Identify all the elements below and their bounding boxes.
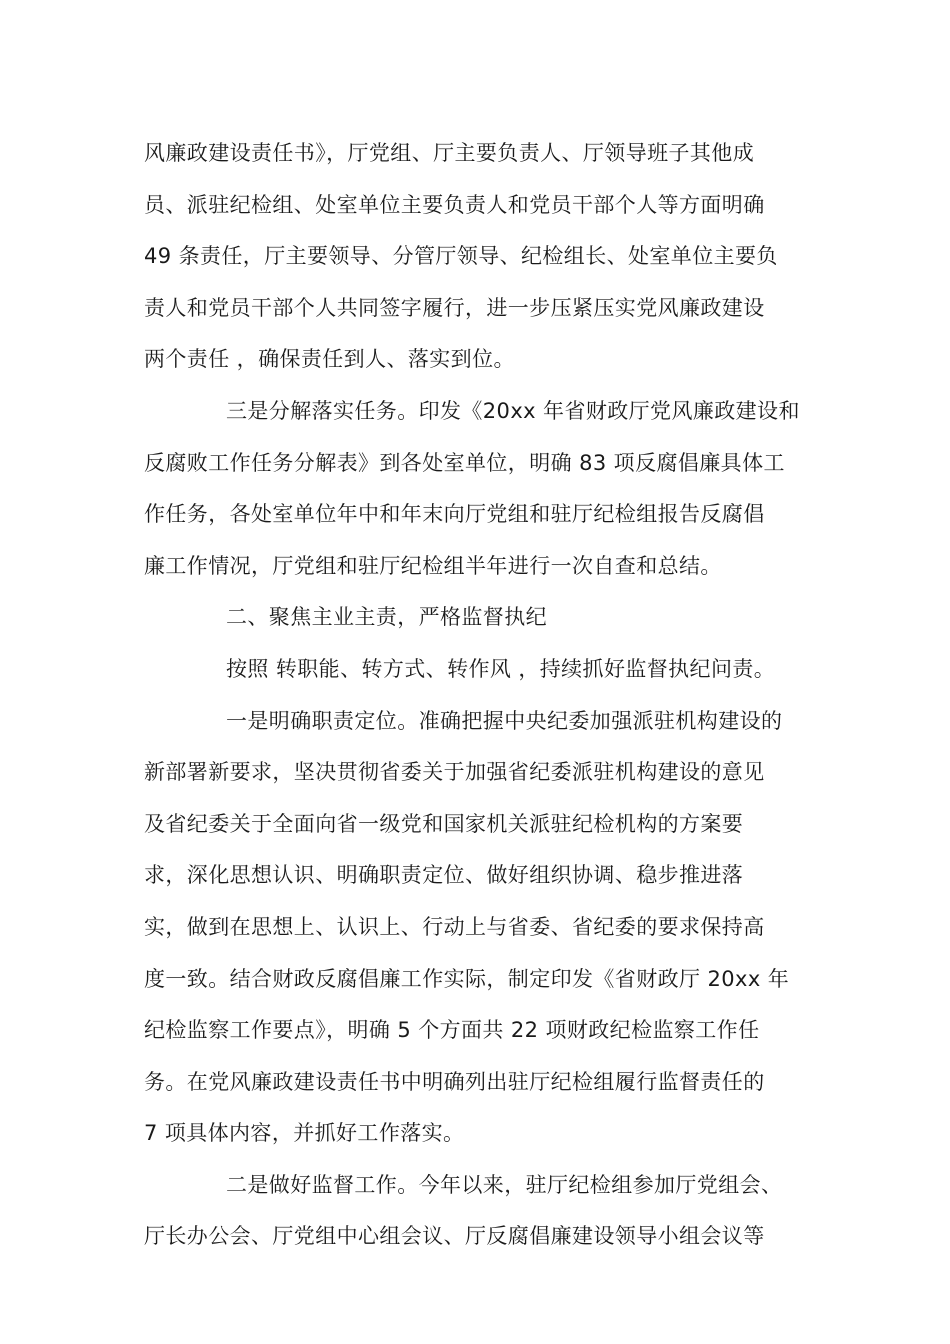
- text-line: 廉工作情况，厅党组和驻厅纪检组半年进行一次自查和总结。: [144, 553, 722, 578]
- text-line: 作任务，各处室单位年中和年末向厅党组和驻厅纪检组报告反腐倡: [144, 502, 765, 527]
- text-line: 按照 转职能、转方式、转作风 ，持续抓好监督执纪问责。: [226, 656, 776, 681]
- text-line: 49 条责任，厅主要领导、分管厅领导、纪检组长、处室单位主要负: [144, 244, 778, 269]
- text-line: 实，做到在思想上、认识上、行动上与省委、省纪委的要求保持高: [144, 914, 765, 939]
- text-line: 三是分解落实任务。印发《20xx 年省财政厅党风廉政建设和: [226, 398, 800, 423]
- text-line: 一是明确职责定位。准确把握中央纪委加强派驻机构建设的: [226, 708, 783, 733]
- document-body: [144, 128, 808, 1263]
- text-line: 风廉政建设责任书》，厅党组、厅主要负责人、厅领导班子其他成: [144, 141, 755, 165]
- text-line: 反腐败工作任务分解表》到各处室单位，明确 83 项反腐倡廉具体工: [144, 450, 785, 475]
- text-line: 二、聚焦主业主责，严格监督执纪: [226, 605, 547, 630]
- text-line: 7 项具体内容，并抓好工作落实。: [144, 1121, 465, 1146]
- text-line: 及省纪委关于全面向省一级党和国家机关派驻纪检机构的方案要: [144, 811, 744, 836]
- text-line: 度一致。结合财政反腐倡廉工作实际，制定印发《省财政厅 20xx 年: [144, 966, 790, 991]
- text-line: 二是做好监督工作。今年以来，驻厅纪检组参加厅党组会、: [226, 1172, 783, 1197]
- text-line: 求，深化思想认识、明确职责定位、做好组织协调、稳步推进落: [144, 863, 744, 888]
- text-line: 责人和党员干部个人共同签字履行，进一步压紧压实党风廉政建设: [144, 295, 765, 320]
- text-line: 新部署新要求，坚决贯彻省委关于加强省纪委派驻机构建设的意见: [144, 760, 765, 785]
- text-line: 纪检监察工作要点》，明确 5 个方面共 22 项财政纪检监察工作任: [144, 1018, 760, 1043]
- text-line: 员、派驻纪检组、处室单位主要负责人和党员干部个人等方面明确: [144, 192, 765, 217]
- text-line: 务。在党风廉政建设责任书中明确列出驻厅纪检组履行监督责任的: [144, 1069, 765, 1094]
- text-line: 两个责任 ，确保责任到人、落实到位。: [144, 347, 515, 372]
- text-line: 厅长办公会、厅党组中心组会议、厅反腐倡廉建设领导小组会议等: [144, 1224, 765, 1249]
